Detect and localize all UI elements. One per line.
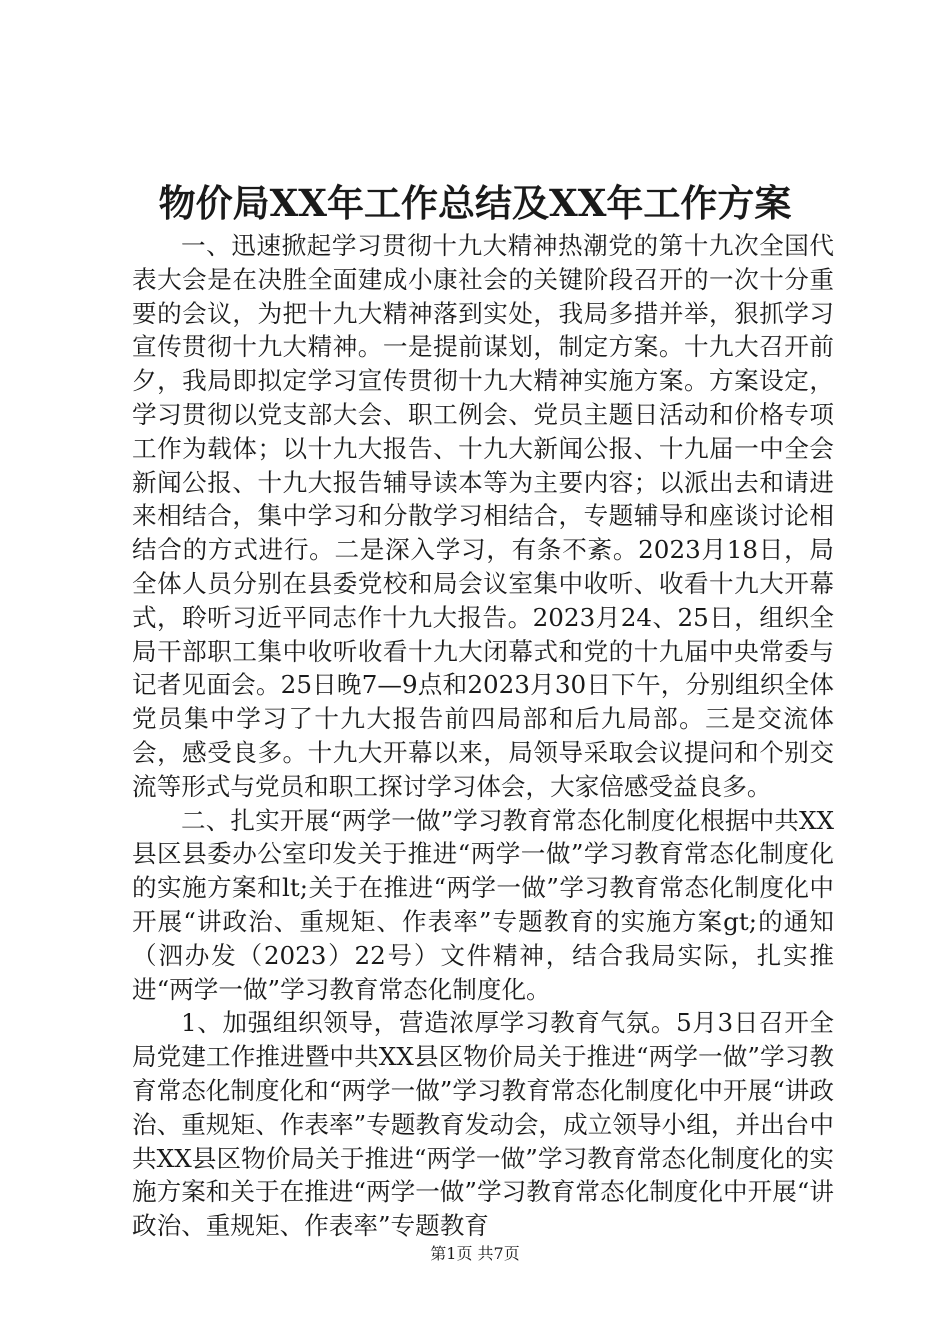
paragraph-2: 二、扎实开展“两学一做”学习教育常态化制度化根据中共XX县区县委办公室印发关于推进“两学一做”学习教育常态化制度化的实施方案和lt;关于在推进“两学一做”学习教育常态化制度化中开展“讲政治、重规矩、作表率”专题教育的实施方案gt;的通知（泗办发（2023）22号）文件精神，结合我局实际，扎实推进“两学一做”学习教育常态化制度化。 [132, 805, 834, 1004]
paragraph-3: 1、加强组织领导，营造浓厚学习教育气氛。5月3日召开全局党建工作推进暨中共XX县区物价局关于推进“两学一做”学习教育常态化制度化和“两学一做”学习教育常态化制度化中开展“讲政治、重规矩、作表率”专题教育发动会，成立领导小组，并出台中共XX县区物价局关于推进“两学一做”学习教育常态化制度化的实施方案和关于在推进“两学一做”学习教育常态化制度化中开展“讲政治、重规矩、作表率”专题教育 [132, 1008, 834, 1241]
document-title: 物价局XX年工作总结及XX年工作方案 [158, 181, 792, 225]
document-body [132, 229, 834, 1243]
page-footer: 第1页 共7页 [430, 1244, 520, 1263]
paragraph-1: 一、迅速掀起学习贯彻十九大精神热潮党的第十九次全国代表大会是在决胜全面建成小康社会的关键阶段召开的一次十分重要的会议，为把十九大精神落到实处，我局多措并举，狠抓学习宣传贯彻十九大精神。一是提前谋划，制定方案。十九大召开前夕，我局即拟定学习宣传贯彻十九大精神实施方案。方案设定，学习贯彻以党支部大会、职工例会、党员主题日活动和价格专项工作为载体；以十九大报告、十九大新闻公报、十九届一中全会新闻公报、十九大报告辅导读本等为主要内容；以派出去和请进来相结合，集中学习和分散学习相结合，专题辅导和座谈讨论相结合的方式进行。二是深入学习，有条不紊。2023月18日，局全体人员分别在县委党校和局会议室集中收听、收看十九大开幕式，聆听习近平同志作十九大报告。2023月24、25日，组织全局干部职工集中收听收看十九大闭幕式和党的十九届中央常委与记者见面会。25日晚7—9点和2023月30日下午，分别组织全体党员集中学习了十九大报告前四局部和后九局部。三是交流体会，感受良多。十九大开幕以来，局领导采取会议提问和个别交流等形式与党员和职工探讨学习体会，大家倍感受益良多。 [132, 231, 834, 801]
